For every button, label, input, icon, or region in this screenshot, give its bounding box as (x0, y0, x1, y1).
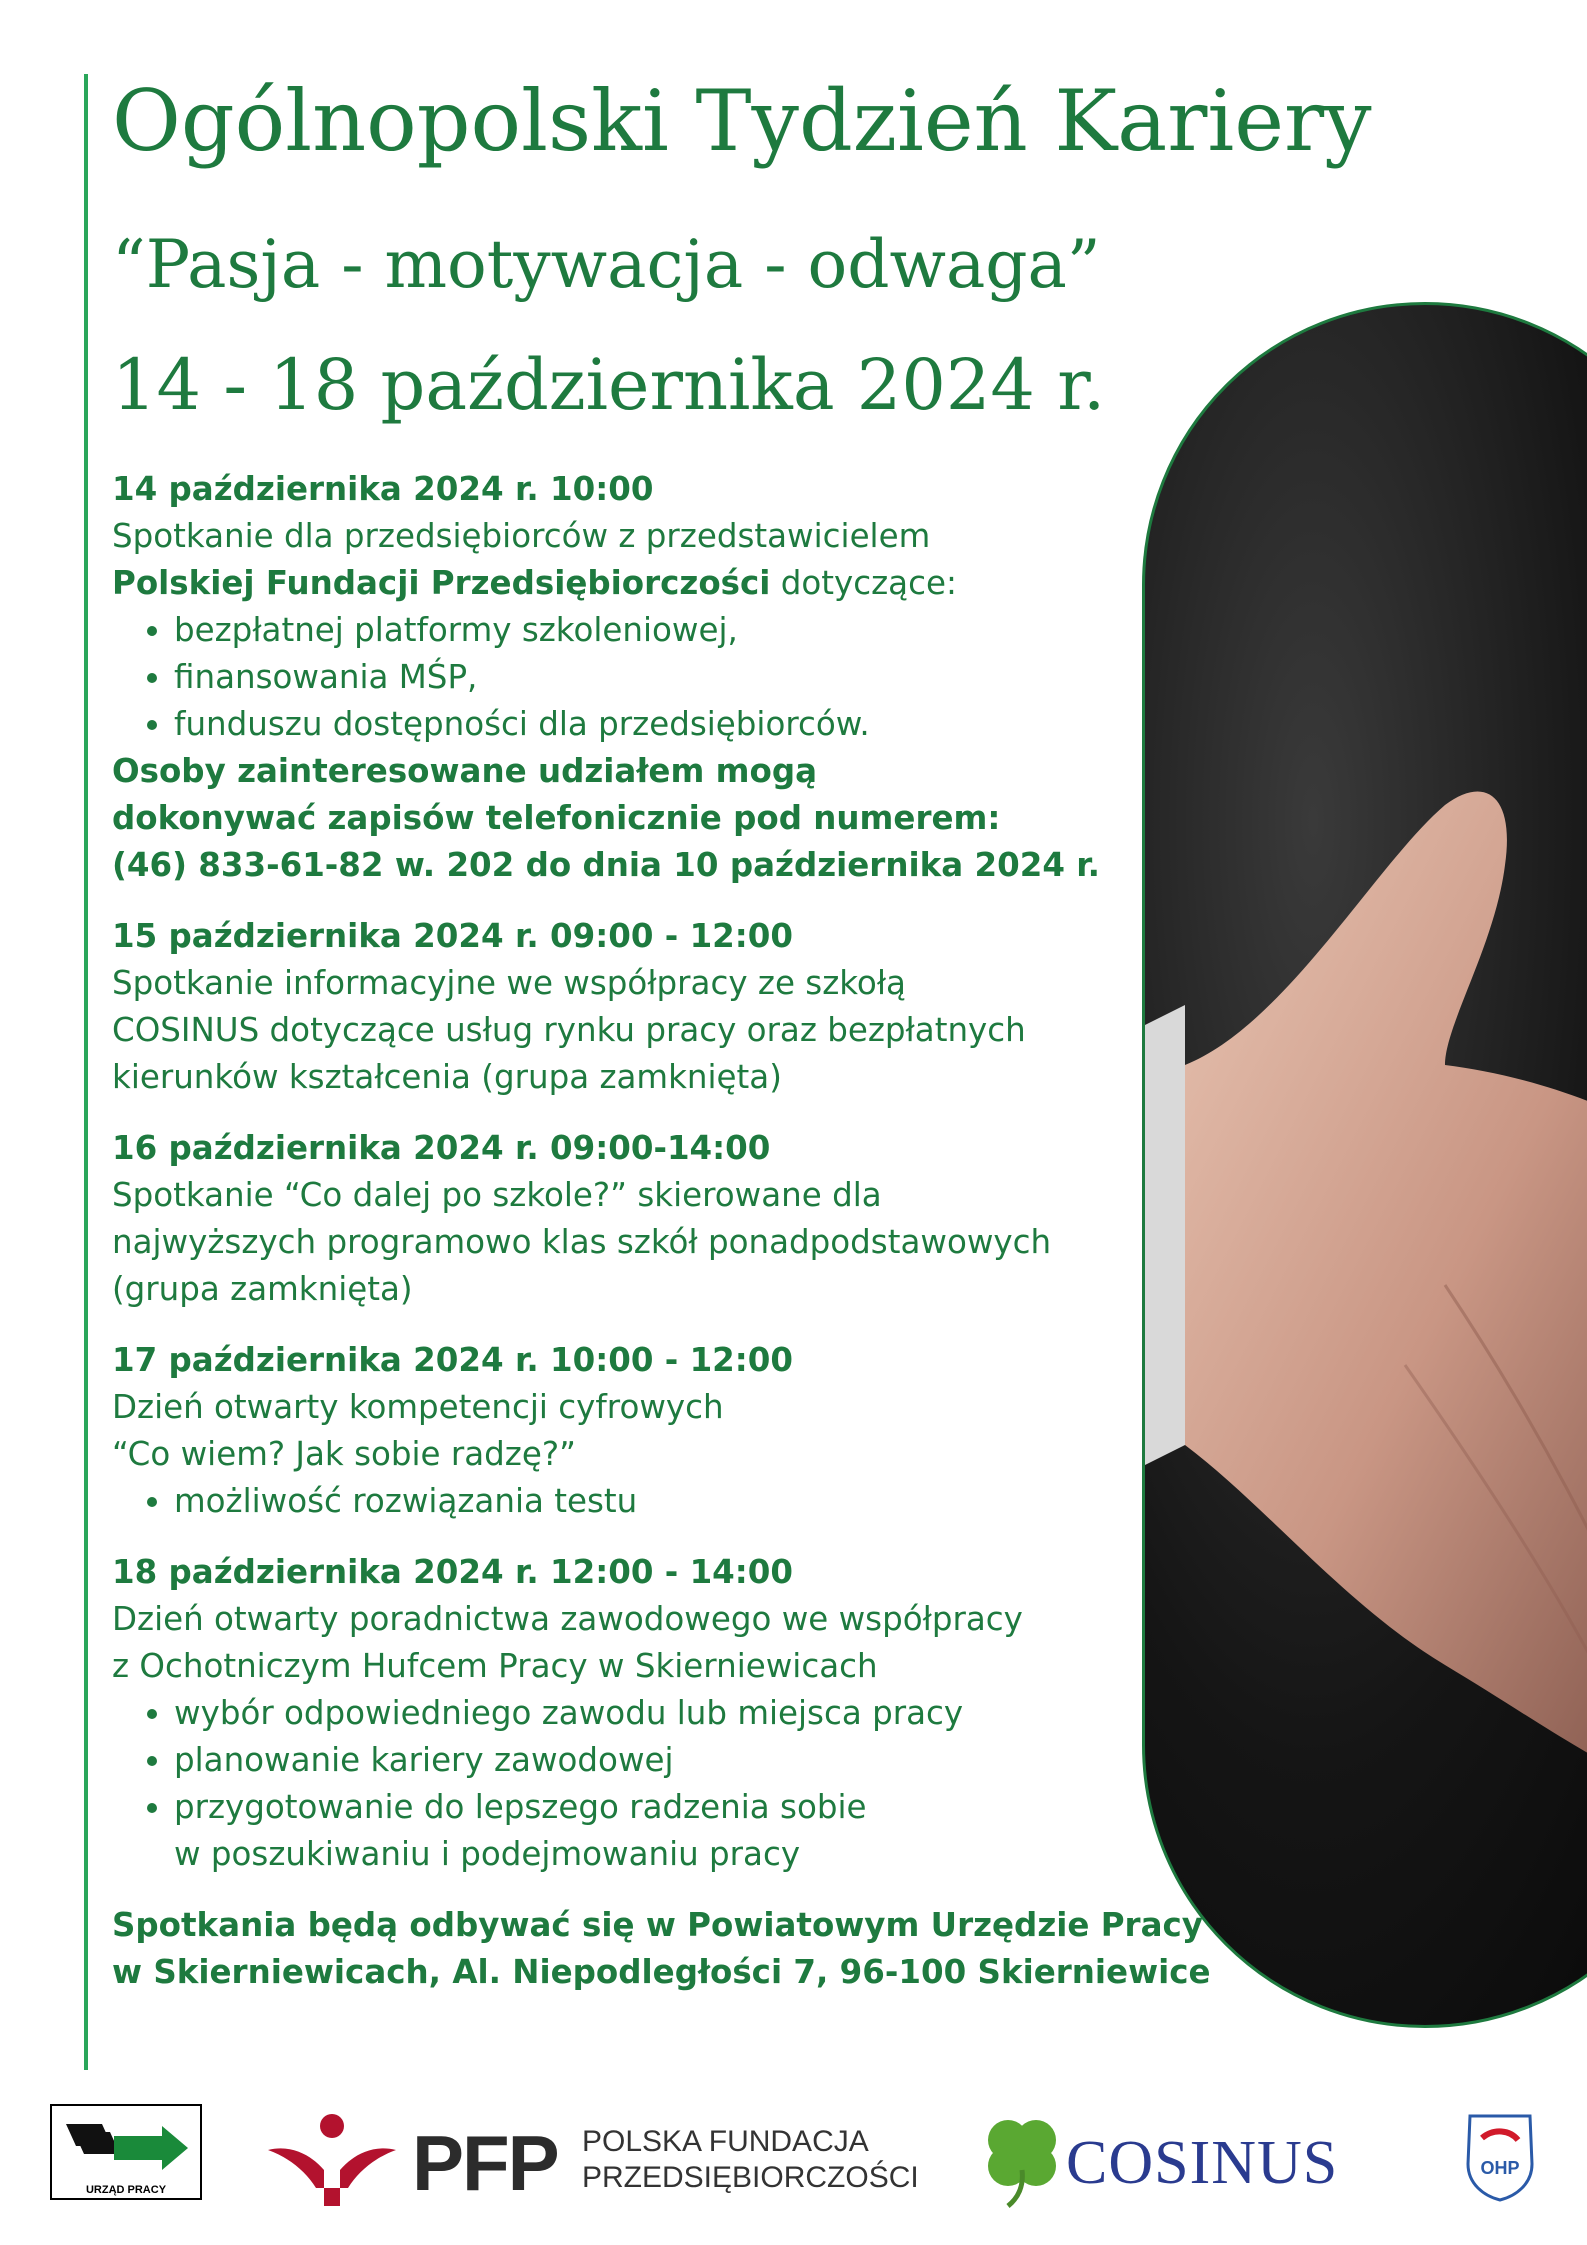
ohp-logo (1460, 2108, 1540, 2204)
list-item: • planowanie kariery zawodowej (174, 1737, 1152, 1784)
venue-info (112, 1902, 1211, 1996)
event-18 (112, 1549, 1152, 1878)
urzad-pracy-logo (50, 2104, 202, 2200)
event-14 (112, 466, 1152, 889)
list-item: • wybór odpowiedniego zawodu lub miejsca pracy (174, 1690, 1152, 1737)
page-subtitle: “Pasja - motywacja - odwaga” (112, 226, 1101, 303)
event-date: 14 października 2024 r. 10:00 (112, 470, 654, 508)
bullet-list (112, 1690, 1152, 1831)
list-item: • przygotowanie do lepszego radzenia sobie (174, 1784, 1152, 1831)
clover-icon (978, 2110, 1068, 2210)
list-item: • funduszu dostępności dla przedsiębiorców. (174, 701, 1152, 748)
bullet-list (112, 1478, 1152, 1525)
event-list (112, 466, 1211, 1996)
event-text: Spotkanie dla przedsiębiorców z przedstawicielem (112, 517, 931, 555)
logo-bar (0, 2090, 1587, 2230)
event-text: (grupa zamknięta) (112, 1270, 413, 1308)
event-text: “Co wiem? Jak sobie radzę?” (112, 1435, 576, 1473)
accent-line (84, 74, 88, 2070)
pfp-logo (262, 2110, 922, 2210)
event-text: z Ochotniczym Hufcem Pracy w Skierniewicach (112, 1647, 878, 1685)
event-text: Spotkanie informacyjne we współpracy ze szkołą (112, 964, 906, 1002)
event-16 (112, 1125, 1152, 1313)
event-text: Dzień otwarty kompetencji cyfrowych (112, 1388, 724, 1426)
org-suffix: dotyczące: (770, 564, 957, 602)
ohp-label: OHP (1480, 2158, 1520, 2178)
pfp-name (582, 2124, 919, 2196)
event-17 (112, 1337, 1152, 1525)
cosinus-name: COSINUS (1066, 2129, 1339, 2197)
arrow-icon (52, 2106, 200, 2178)
handshake-photo (1142, 302, 1587, 2028)
pfp-letters: PFP (412, 2119, 558, 2207)
hand-illustration (1145, 305, 1587, 2025)
bullet-list (112, 607, 1152, 748)
event-15 (112, 913, 1152, 1101)
venue-line: w Skierniewicach, Al. Niepodległości 7, 96-100 Skierniewice (112, 1953, 1211, 1991)
event-date: 16 października 2024 r. 09:00-14:00 (112, 1129, 771, 1167)
registration-phone: (46) 833-61-82 w. 202 do dnia 10 października 2024 r. (112, 846, 1100, 884)
urzad-pracy-label: URZĄD PRACY (85, 2184, 167, 2196)
event-text: Spotkanie “Co dalej po szkole?” skierowane dla (112, 1176, 882, 1214)
list-item: • możliwość rozwiązania testu (174, 1478, 1152, 1525)
page-title: Ogólnopolski Tydzień Kariery (112, 72, 1372, 170)
pfp-name-line: POLSKA FUNDACJA (582, 2125, 869, 2158)
list-item-continuation: w poszukiwaniu i podejmowaniu pracy (174, 1835, 801, 1873)
event-date: 18 października 2024 r. 12:00 - 14:00 (112, 1553, 794, 1591)
list-item: • finansowania MŚP, (174, 654, 1152, 701)
cosinus-logo (978, 2110, 1408, 2210)
event-text: COSINUS dotyczące usług rynku pracy oraz bezpłatnych (112, 1011, 1026, 1049)
event-date: 15 października 2024 r. 09:00 - 12:00 (112, 917, 794, 955)
event-text: Dzień otwarty poradnictwa zawodowego we współpracy (112, 1600, 1023, 1638)
event-text: kierunków kształcenia (grupa zamknięta) (112, 1058, 782, 1096)
list-item: • bezpłatnej platformy szkoleniowej, (174, 607, 1152, 654)
registration-note: dokonywać zapisów telefonicznie pod numerem: (112, 799, 1001, 837)
event-date: 17 października 2024 r. 10:00 - 12:00 (112, 1341, 794, 1379)
event-text: najwyższych programowo klas szkół ponadpodstawowych (112, 1223, 1052, 1261)
event-text (112, 560, 1152, 607)
registration-note: Osoby zainteresowane udziałem mogą (112, 752, 818, 790)
pfp-name-line: PRZEDSIĘBIORCZOŚCI (582, 2161, 919, 2194)
ohp-shield-icon (1460, 2108, 1540, 2204)
org-name: Polskiej Fundacji Przedsiębiorczości (112, 564, 771, 602)
pfp-symbol-icon (262, 2110, 402, 2210)
venue-line: Spotkania będą odbywać się w Powiatowym Urzędzie Pracy (112, 1906, 1203, 1944)
event-dates: 14 - 18 października 2024 r. (112, 344, 1106, 426)
